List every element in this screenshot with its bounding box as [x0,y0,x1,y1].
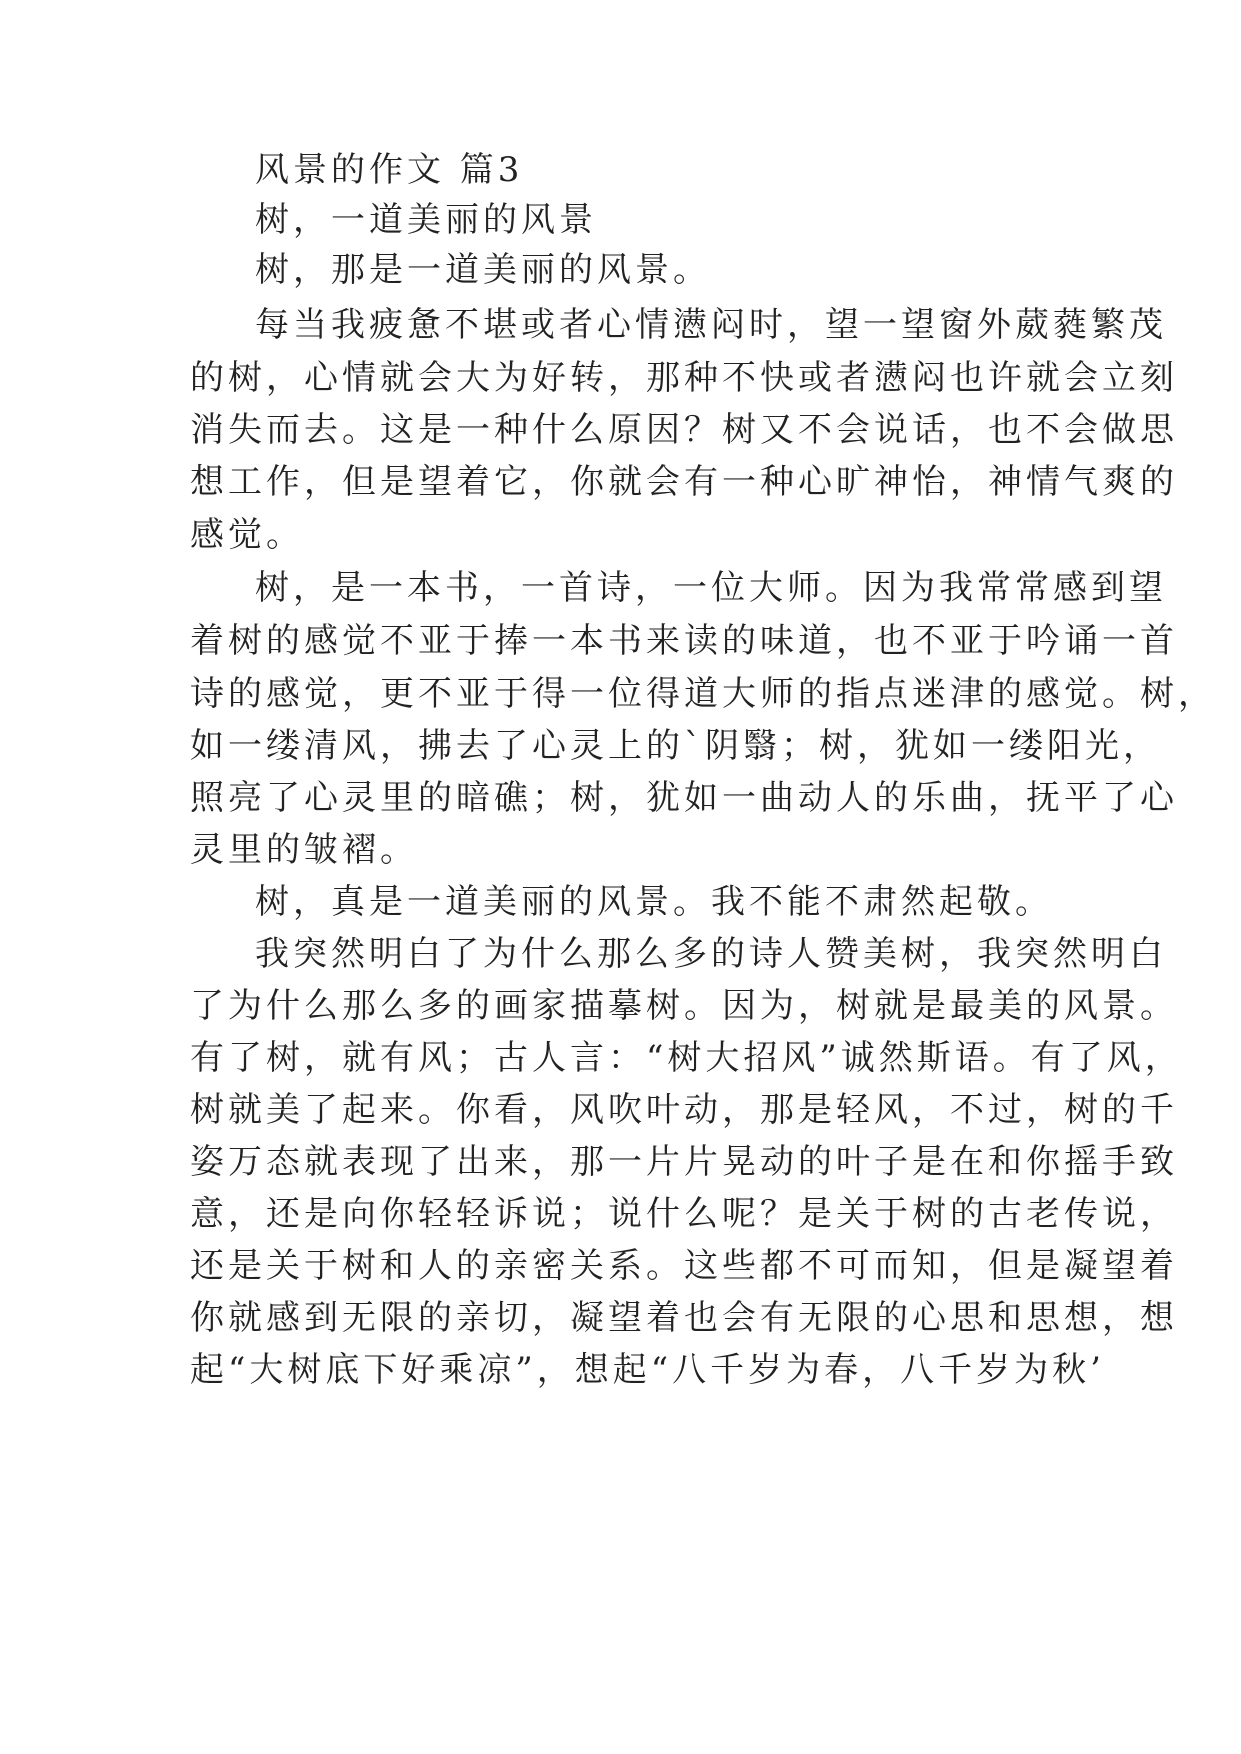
text-line: 了为什么那么多的画家描摹树。因为，树就是最美的风景。 [190,986,1178,1026]
text-line: 树，是一本书，一首诗，一位大师。因为我常常感到望 [255,568,1167,608]
text-line: 我突然明白了为什么那么多的诗人赞美树，我突然明白 [255,934,1167,974]
document-heading: 风景的作文 篇3 [255,150,524,190]
text-line: 照亮了心灵里的暗礁；树，犹如一曲动人的乐曲，抚平了心 [190,778,1178,818]
text-line: 着树的感觉不亚于捧一本书来读的味道，也不亚于吟诵一首 [190,621,1178,661]
text-line: 感觉。 [190,515,304,555]
text-line: 树，那是一道美丽的风景。 [255,250,711,290]
text-line: 消失而去。这是一种什么原因？树又不会说话，也不会做思 [190,410,1178,450]
text-line: 还是关于树和人的亲密关系。这些都不可而知，但是凝望着 [190,1246,1178,1286]
text-line: 起“大树底下好乘凉”，想起“八千岁为春，八千岁为秋’ [190,1350,1105,1390]
document-subtitle: 树，一道美丽的风景 [255,200,597,240]
text-line: 诗的感觉，更不亚于得一位得道大师的指点迷津的感觉。树， [190,674,1216,714]
text-line: 意，还是向你轻轻诉说；说什么呢？是关于树的古老传说， [190,1194,1178,1234]
text-line: 你就感到无限的亲切，凝望着也会有无限的心思和思想，想 [190,1298,1178,1338]
text-line: 树，真是一道美丽的风景。我不能不肃然起敬。 [255,882,1053,922]
text-line: 如一缕清风，拂去了心灵上的`阴翳；树，犹如一缕阳光， [190,726,1161,766]
text-line: 想工作，但是望着它，你就会有一种心旷神怡，神情气爽的 [190,462,1178,502]
text-line: 的树，心情就会大为好转，那种不快或者懑闷也许就会立刻 [190,358,1178,398]
text-line: 灵里的皱褶。 [190,830,418,870]
text-line: 每当我疲惫不堪或者心情懑闷时，望一望窗外葳蕤繁茂 [255,305,1167,345]
text-line: 树就美了起来。你看，风吹叶动，那是轻风，不过，树的千 [190,1090,1178,1130]
text-line: 有了树，就有风；古人言：“树大招风”诚然斯语。有了风， [190,1038,1183,1078]
text-line: 姿万态就表现了出来，那一片片晃动的叶子是在和你摇手致 [190,1142,1178,1182]
